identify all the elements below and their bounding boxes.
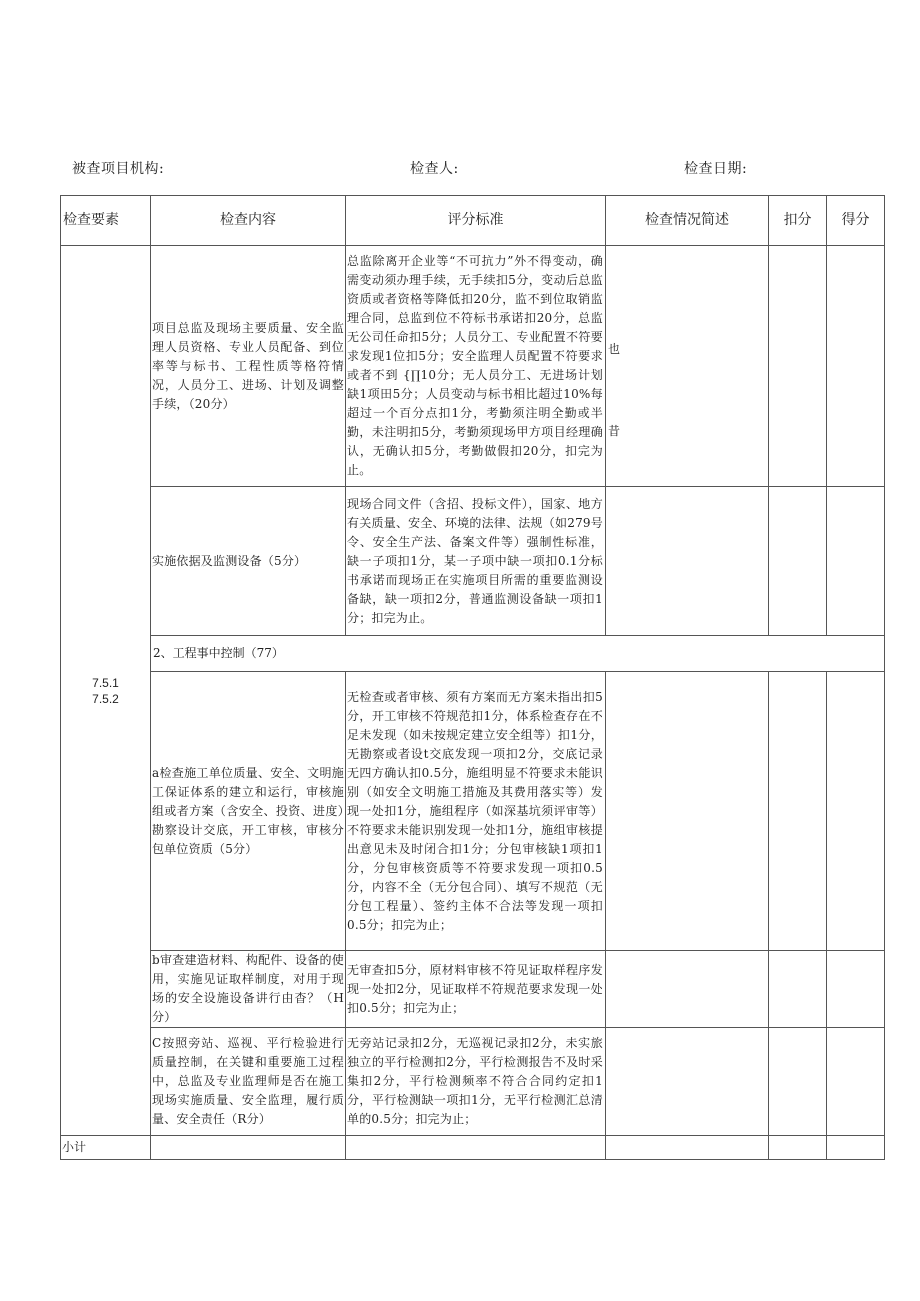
col-header-content: 检查内容 <box>151 196 346 246</box>
check-content: b审查建造材料、构配件、设备的使用，实施见证取样制度，对用于现场的安全设施设备讲行由杳？（H分） <box>151 951 346 1028</box>
scoring-standard: 无检查或者审核、须有方案而无方案未指出扣5分，开工审核不符规范扣1分，体系检查存在不足未发现（如未按规定建立安全组等）扣1分，无勘察或者设t交底发现一项扣2分，交底记录无四方确认扣0.5分，施组明显不符要求未能识别（如安全文明施工措施及其费用落实等）发现一处扣1分，施组程序（如深基坑须评审等）不符要求未能识别发现一处扣1分，施组审核提出意见未及时闭合扣1分；分包审核缺1项扣1分，分包审核资质等不符要求发现一项扣0.5分，内容不全（无分包合同）、填写不规范（无分包工程量）、签约主体不合法等发现一项扣0.5分；扣完为止； <box>346 672 606 951</box>
table-row <box>61 951 885 1028</box>
section-code-cell <box>61 246 151 1136</box>
inspector-label: 检查人: <box>410 161 459 177</box>
stray-note: 昔 <box>608 424 621 438</box>
check-content: a检查施工单位质量、安全、文明施工保证体系的建立和运行，审核施组或者方案（含安全、投资、进度）勘察设计交底，开工审核，审核分包单位资质（5分） <box>151 672 346 951</box>
section-code: 7.5.1 <box>92 675 119 690</box>
scoring-standard: 现场合同文件（含招、投标文件），国家、地方有关质量、安全、环境的法律、法规（如279号令、安全生产法、备案文件等）强制性标准，缺一子项扣1分，某一子项中缺一项扣0.1分标书承诺而现场正在实施项目所需的重要监测设备缺，缺一项扣2分，普通监测设备缺一项扣1分；扣完为止。 <box>346 487 606 636</box>
summary-cell[interactable] <box>606 487 769 636</box>
score-cell[interactable] <box>827 951 885 1028</box>
col-header-deduction: 扣分 <box>769 196 827 246</box>
deduction-cell[interactable] <box>769 951 827 1028</box>
col-header-element: 检查要素 <box>61 196 151 246</box>
subtotal-row <box>61 1136 885 1160</box>
subtotal-label: 小计 <box>61 1136 151 1160</box>
table-header-row <box>61 196 885 246</box>
subtotal-standard-cell <box>346 1136 606 1160</box>
inspected-org-label: 被查项目机构: <box>72 161 165 177</box>
table-row <box>61 672 885 951</box>
section-title: 2、工程事中控制（77） <box>151 636 885 672</box>
table-row <box>61 246 885 487</box>
col-header-standard: 评分标准 <box>346 196 606 246</box>
summary-cell[interactable] <box>606 672 769 951</box>
deduction-cell[interactable] <box>769 246 827 487</box>
summary-cell[interactable] <box>606 246 769 487</box>
inspection-table <box>60 195 885 1160</box>
table-row <box>61 1028 885 1136</box>
page-header <box>0 158 920 184</box>
subtotal-score-cell[interactable] <box>827 1136 885 1160</box>
subtotal-deduction-cell[interactable] <box>769 1136 827 1160</box>
stray-note: 也 <box>608 342 621 356</box>
summary-cell[interactable] <box>606 951 769 1028</box>
table-row <box>61 487 885 636</box>
section-code: 7.5.2 <box>92 691 119 706</box>
score-cell[interactable] <box>827 487 885 636</box>
score-cell[interactable] <box>827 672 885 951</box>
scoring-standard: 总监除离开企业等“不可抗力”外不得变动，确需变动须办理手续，无手续扣5分，变动后总监资质或者资格等降低扣20分，监不到位取销监理合同，总监到位不符标书承诺扣20分，总监无公司任命扣5分；人员分工、专业配置不符要求发现1位扣5分；安全监理人员配置不符要求或者不到 {∏10分；无人员分工、无进场计划缺1项田5分；人员变动与标书相比超过10%每超过一个百分点扣1分，考勤须注明全勤或半勤，未注明扣5分，考勤须现场甲方项目经理确认，无确认扣5分，考勤做假扣20分，扣完为止。 <box>346 246 606 487</box>
deduction-cell[interactable] <box>769 1028 827 1136</box>
scoring-standard: 无旁站记录扣2分，无巡视记录扣2分，未实旅独立的平行检测扣2分，平行检测报告不及时采集扣2分，平行检测频率不符合合同约定扣1分，平行检测缺一项扣1分，无平行检测汇总清单的0.5分；扣完为止； <box>346 1028 606 1136</box>
scoring-standard: 无审查扣5分，原材料审核不符见证取样程序发现一处扣2分，见证取样不符规范要求发现一处扣0.5分；扣完为止； <box>346 951 606 1028</box>
check-content: 项目总监及现场主要质量、安全监理人员资格、专业人员配备、到位率等与标书、工程性质等格符情况，人员分工、进场、计划及调整手续，（20分） <box>151 246 346 487</box>
summary-cell[interactable] <box>606 1028 769 1136</box>
deduction-cell[interactable] <box>769 487 827 636</box>
score-cell[interactable] <box>827 1028 885 1136</box>
check-content: 实施依据及监测设备（5分） <box>151 487 346 636</box>
subtotal-summary-cell[interactable] <box>606 1136 769 1160</box>
subtotal-content-cell <box>151 1136 346 1160</box>
col-header-summary: 检查情况简述 <box>606 196 769 246</box>
section-row <box>61 636 885 672</box>
col-header-score: 得分 <box>827 196 885 246</box>
score-cell[interactable] <box>827 246 885 487</box>
deduction-cell[interactable] <box>769 672 827 951</box>
check-content: C按照旁站、巡视、平行检验进行质量控制，在关键和重要施工过程中，总监及专业监理师是否在施工现场实施质量、安全监理，履行质量、安全责任（R分） <box>151 1028 346 1136</box>
inspection-date-label: 检查日期: <box>684 161 748 177</box>
